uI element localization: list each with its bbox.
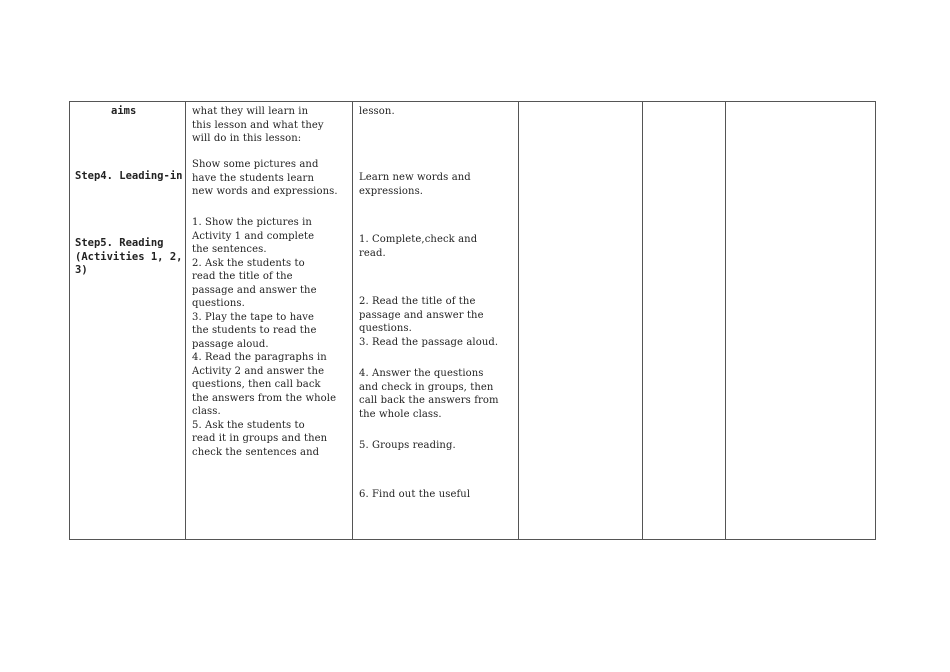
teacher-reading-text: 1. Show the pictures in Activity 1 and complete the sentences. 2. Ask the students to read the title of the passage and answer the questions. 3. Play the tape to have the students to read the passage aloud. 4. Read the paragraphs in Activity 2 and answer the questions, then call back the answers from the whole class. 5. Ask the students to read it in groups and then check the sentences and xyxy=(192,217,337,458)
student-step5-text: 5. Groups reading. xyxy=(359,440,456,451)
aims-label: aims xyxy=(111,105,137,117)
teacher-leading-text: Show some pictures and have the students learn new words and expressions. xyxy=(192,159,338,197)
lesson-plan-table xyxy=(69,101,876,540)
empty-cell xyxy=(726,102,876,540)
student-step2-text: 2. Read the title of the passage and answer the questions. 3. Read the passage aloud. xyxy=(359,296,499,348)
step4-label: Step4. Leading-in xyxy=(75,170,183,182)
step5-label: Step5. Reading (Activities 1, 2, 3) xyxy=(75,237,183,276)
table-row xyxy=(70,102,876,540)
empty-cell xyxy=(519,102,643,540)
student-activities-cell xyxy=(353,102,519,540)
empty-cell xyxy=(643,102,726,540)
student-step4-text: 4. Answer the questions and check in groups, then call back the answers from the whole class. xyxy=(359,368,499,420)
student-step1-text: 1. Complete,check and read. xyxy=(359,234,478,259)
student-learn-text: Learn new words and expressions. xyxy=(359,172,471,197)
student-lesson-text: lesson. xyxy=(359,106,395,117)
teacher-intro-text: what they will learn in this lesson and what they will do in this lesson: xyxy=(192,106,324,144)
student-step6-text: 6. Find out the useful xyxy=(359,489,471,500)
steps-cell xyxy=(70,102,186,540)
teacher-activities-cell xyxy=(186,102,353,540)
